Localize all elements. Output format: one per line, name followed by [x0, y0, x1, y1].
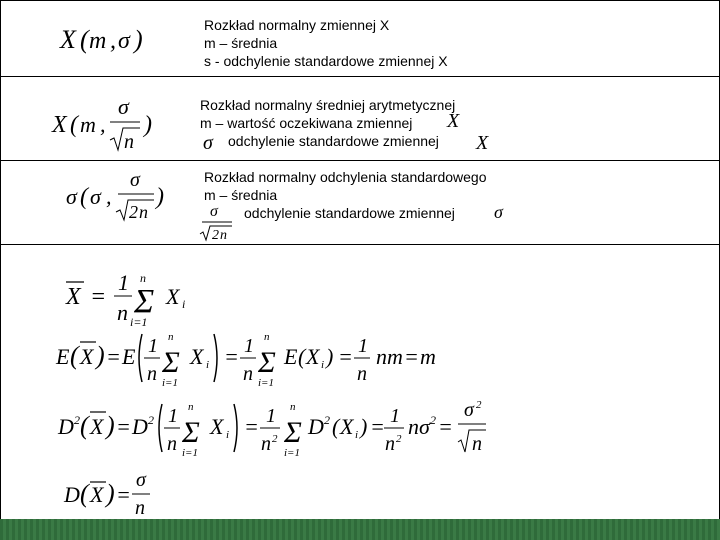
- svg-text:=: =: [90, 284, 107, 310]
- svg-text:i=1: i=1: [130, 315, 148, 329]
- row-divider: [0, 76, 720, 77]
- svg-text:): ): [106, 411, 115, 440]
- svg-text:(: (: [70, 112, 78, 138]
- row2-line3: odchylenie standardowe zmiennej: [228, 133, 439, 149]
- svg-text:σ: σ: [136, 469, 146, 491]
- svg-text:m: m: [89, 28, 107, 54]
- inline-sigma-over-sqrt-2n: [198, 202, 238, 247]
- svg-text:σ: σ: [130, 169, 140, 191]
- svg-text:X: X: [80, 344, 94, 369]
- equation-expected-value: [56, 326, 436, 395]
- svg-text:(: (: [80, 184, 88, 210]
- svg-text:,: ,: [100, 112, 106, 137]
- svg-text:X: X: [166, 284, 180, 309]
- svg-text:Σ: Σ: [284, 416, 302, 449]
- svg-text:1: 1: [266, 405, 276, 427]
- inline-x-symbol: X: [447, 110, 460, 132]
- svg-text:σ: σ: [118, 94, 129, 119]
- inline-sigma-symbol: σ: [203, 132, 213, 154]
- footer-bar: [0, 519, 720, 540]
- svg-text:i=1: i=1: [258, 377, 274, 389]
- svg-text:m: m: [420, 344, 436, 369]
- row-divider: [0, 244, 720, 245]
- svg-text:1: 1: [148, 335, 158, 357]
- svg-text:i=1: i=1: [182, 447, 198, 459]
- svg-text:1: 1: [358, 335, 368, 357]
- svg-text:=: =: [116, 482, 131, 507]
- svg-text:X: X: [60, 25, 76, 54]
- svg-text:i: i: [321, 359, 325, 371]
- svg-text:nm: nm: [376, 344, 403, 369]
- svg-text:X: X: [90, 482, 104, 507]
- svg-text:X: X: [90, 414, 104, 439]
- svg-text:X: X: [210, 414, 224, 439]
- svg-text:=: =: [438, 414, 453, 439]
- svg-text:n: n: [261, 433, 271, 455]
- svg-text:X: X: [306, 344, 320, 369]
- svg-text:n: n: [139, 202, 148, 222]
- svg-text:(: (: [70, 341, 79, 370]
- svg-text:n: n: [243, 363, 253, 385]
- svg-text:1: 1: [168, 405, 178, 427]
- svg-text:D: D: [58, 414, 74, 439]
- svg-text:n: n: [117, 300, 128, 325]
- svg-text:n: n: [167, 433, 177, 455]
- svg-text:E: E: [56, 344, 70, 369]
- svg-text:,: ,: [106, 184, 112, 209]
- svg-text:X: X: [340, 414, 354, 439]
- formula-x-m-sigma: [60, 22, 150, 61]
- svg-text:σ: σ: [90, 184, 101, 209]
- svg-text:2: 2: [324, 413, 330, 427]
- row1-line1: Rozkład normalny zmiennej X: [204, 17, 390, 33]
- row1-line2: m – średnia: [204, 35, 278, 51]
- svg-text:σ: σ: [66, 184, 77, 209]
- svg-text:): ): [360, 414, 368, 439]
- svg-text:): ): [96, 341, 105, 370]
- svg-text:i=1: i=1: [162, 377, 178, 389]
- svg-text:2: 2: [396, 433, 402, 445]
- row2-line1: Rozkład normalny średniej arytmetycznej: [200, 97, 456, 113]
- row1-line3: s - odchylenie standardowe zmiennej X: [204, 53, 448, 69]
- svg-text:D: D: [308, 414, 324, 439]
- svg-text:=: =: [106, 344, 121, 369]
- svg-text:Σ: Σ: [258, 346, 276, 379]
- svg-text:(: (: [80, 25, 89, 54]
- row3-line2: m – średnia: [204, 187, 278, 203]
- svg-text:X: X: [52, 112, 67, 138]
- svg-text:n: n: [357, 363, 367, 385]
- svg-text:): ): [144, 112, 152, 138]
- svg-text:n: n: [140, 271, 146, 285]
- svg-text:2: 2: [212, 228, 219, 243]
- svg-text:σ: σ: [210, 203, 218, 220]
- svg-text:i: i: [206, 359, 210, 371]
- svg-text:): ): [106, 479, 115, 508]
- formula-sigma-sigma-sqrt-2n: [66, 170, 176, 235]
- svg-text:2: 2: [74, 413, 80, 427]
- svg-text:2: 2: [148, 413, 154, 427]
- svg-text:1: 1: [244, 335, 254, 357]
- svg-text:Σ: Σ: [134, 283, 155, 320]
- svg-text:i: i: [226, 429, 230, 441]
- svg-text:=: =: [338, 344, 353, 369]
- svg-text:(: (: [298, 344, 306, 369]
- svg-text:D: D: [132, 414, 148, 439]
- formula-x-m-sigma-sqrt-n: [52, 94, 162, 159]
- svg-text:E: E: [284, 344, 298, 369]
- svg-text:n: n: [168, 331, 174, 343]
- equation-variance: [58, 396, 498, 465]
- svg-text:i=1: i=1: [284, 447, 300, 459]
- svg-text:,: ,: [110, 28, 116, 54]
- svg-text:(: (: [80, 411, 89, 440]
- svg-text:=: =: [370, 414, 385, 439]
- svg-text:): ): [156, 184, 164, 210]
- svg-text:E: E: [122, 344, 136, 369]
- svg-text:1: 1: [390, 405, 400, 427]
- svg-text:Σ: Σ: [182, 416, 200, 449]
- equation-std-deviation: [64, 470, 164, 525]
- svg-text:=: =: [116, 414, 131, 439]
- svg-text:(: (: [332, 414, 340, 439]
- row3-line1: Rozkład normalny odchylenia standardowego: [204, 169, 487, 185]
- svg-text:=: =: [244, 414, 259, 439]
- row2-line2: m – wartość oczekiwana zmiennej: [200, 115, 413, 131]
- svg-text:σ: σ: [464, 399, 474, 421]
- svg-text:nσ: nσ: [408, 414, 430, 439]
- svg-text:2: 2: [430, 413, 436, 427]
- svg-text:n: n: [147, 363, 157, 385]
- inline-sigma-symbol: σ: [494, 202, 503, 222]
- svg-text:Σ: Σ: [162, 346, 180, 379]
- svg-text:n: n: [385, 433, 395, 455]
- svg-text:): ): [134, 25, 143, 54]
- svg-text:σ: σ: [118, 28, 130, 54]
- row3-description: [204, 168, 487, 222]
- svg-text:X: X: [190, 344, 204, 369]
- svg-text:n: n: [124, 131, 134, 153]
- svg-text:n: n: [264, 331, 270, 343]
- svg-text:n: n: [290, 401, 296, 413]
- svg-text:(: (: [80, 479, 89, 508]
- inline-x-symbol: X: [476, 132, 489, 154]
- row2-description: [200, 96, 455, 150]
- svg-text:m: m: [80, 112, 96, 137]
- svg-text:i: i: [355, 429, 359, 441]
- svg-text:n: n: [135, 497, 145, 519]
- svg-text:D: D: [64, 482, 80, 507]
- svg-text:i: i: [182, 297, 186, 311]
- svg-text:2: 2: [476, 399, 482, 411]
- svg-text:2: 2: [129, 202, 138, 222]
- row3-line3: odchylenie standardowe zmiennej: [244, 205, 455, 221]
- row-divider: [0, 160, 720, 161]
- svg-text:): ): [326, 344, 334, 369]
- svg-text:=: =: [404, 344, 419, 369]
- row1-description: [204, 16, 448, 70]
- svg-text:X: X: [66, 284, 81, 310]
- svg-text:n: n: [188, 401, 194, 413]
- svg-text:n: n: [220, 228, 227, 243]
- svg-text:n: n: [472, 433, 482, 455]
- svg-text:2: 2: [272, 433, 278, 445]
- svg-text:1: 1: [118, 270, 129, 295]
- svg-text:=: =: [224, 344, 239, 369]
